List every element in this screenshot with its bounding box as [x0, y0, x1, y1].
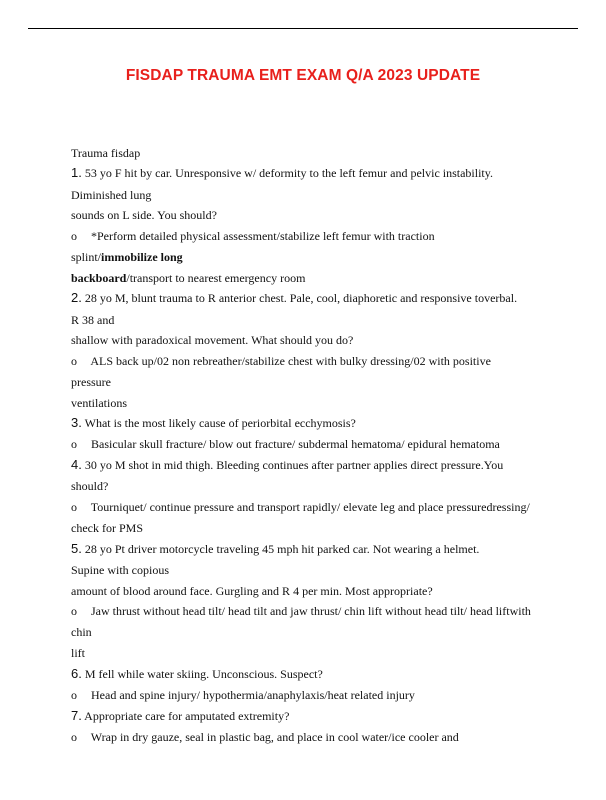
- question-number: 6.: [71, 666, 82, 681]
- question-text: What is the most likely cause of periorbital ecchymosis?: [81, 416, 356, 430]
- bullet-marker: o: [71, 688, 77, 702]
- question-number: 7.: [71, 708, 82, 723]
- question-7: [71, 709, 289, 723]
- question-text: 28 yo M, blunt trauma to R anterior chest. Pale, cool, diaphoretic and responsive toverbal.: [81, 291, 518, 305]
- question-text: 28 yo Pt driver motorcycle traveling 45 mph hit parked car. Not wearing a helmet.: [81, 542, 480, 556]
- question-text: 53 yo F hit by car. Unresponsive w/ deformity to the left femur and pelvic instability.: [81, 166, 493, 180]
- question-number: 2.: [71, 290, 82, 305]
- answer-bold-text: backboard: [71, 271, 127, 285]
- answer-4-line-2: check for PMS: [71, 521, 143, 535]
- answer-text: Wrap in dry gauze, seal in plastic bag, and place in cool water/ice cooler and: [88, 730, 459, 744]
- question-5-line-2: Supine with copious: [71, 563, 169, 577]
- question-1: [71, 166, 493, 180]
- question-number: 4.: [71, 457, 82, 472]
- question-number: 5.: [71, 541, 82, 556]
- answer-text: splint/: [71, 250, 102, 264]
- bullet-marker: o: [71, 229, 77, 243]
- answer-1: [71, 229, 435, 243]
- answer-2-line-2: pressure: [71, 375, 111, 389]
- answer-1-line-3: [71, 271, 305, 285]
- header-rule: [28, 28, 578, 29]
- answer-text: Jaw thrust without head tilt/ head tilt and jaw thrust/ chin lift without head tilt/ head liftwith: [88, 604, 531, 618]
- question-2: [71, 291, 517, 305]
- question-1-line-2: Diminished lung: [71, 188, 152, 202]
- section-heading: Trauma fisdap: [71, 146, 141, 160]
- document-title: FISDAP TRAUMA EMT EXAM Q/A 2023 UPDATE: [125, 67, 481, 84]
- bullet-marker: o: [71, 500, 77, 514]
- question-text: 30 yo M shot in mid thigh. Bleeding continues after partner applies direct pressure.You: [81, 458, 504, 472]
- answer-2-line-3: ventilations: [71, 396, 127, 410]
- answer-2: [71, 354, 491, 368]
- question-4-line-2: should?: [71, 479, 109, 493]
- question-5: [71, 542, 479, 556]
- bullet-marker: o: [71, 730, 77, 744]
- question-5-line-3: amount of blood around face. Gurgling and R 4 per min. Most appropriate?: [71, 584, 433, 598]
- answer-text: Head and spine injury/ hypothermia/anaphylaxis/heat related injury: [88, 688, 415, 702]
- answer-5-line-2: chin: [71, 625, 92, 639]
- question-text: Appropriate care for amputated extremity?: [81, 709, 290, 723]
- bullet-marker: o: [71, 354, 77, 368]
- answer-text: ALS back up/02 non rebreather/stabilize chest with bulky dressing/02 with positive: [88, 354, 491, 368]
- answer-1-line-2: [71, 250, 183, 264]
- question-6: [71, 667, 323, 681]
- question-number: 3.: [71, 415, 82, 430]
- answer-6: [71, 688, 415, 702]
- answer-bold-text: immobilize long: [101, 250, 183, 264]
- answer-text: Basicular skull fracture/ blow out fracture/ subdermal hematoma/ epidural hematoma: [88, 437, 500, 451]
- question-4: [71, 458, 503, 472]
- bullet-marker: o: [71, 604, 77, 618]
- answer-text: Tourniquet/ continue pressure and transport rapidly/ elevate leg and place pressuredressing/: [88, 500, 530, 514]
- answer-7: [71, 730, 459, 744]
- bullet-marker: o: [71, 437, 77, 451]
- question-2-line-3: shallow with paradoxical movement. What should you do?: [71, 333, 354, 347]
- question-2-line-2: R 38 and: [71, 313, 115, 327]
- question-number: 1.: [71, 165, 82, 180]
- answer-3: [71, 437, 500, 451]
- answer-5: [71, 604, 531, 618]
- answer-text: /transport to nearest emergency room: [126, 271, 306, 285]
- question-text: M fell while water skiing. Unconscious. Suspect?: [81, 667, 323, 681]
- answer-4: [71, 500, 530, 514]
- question-1-line-3: sounds on L side. You should?: [71, 208, 217, 222]
- answer-5-line-3: lift: [71, 646, 85, 660]
- question-3: [71, 416, 356, 430]
- answer-text: *Perform detailed physical assessment/stabilize left femur with traction: [88, 229, 435, 243]
